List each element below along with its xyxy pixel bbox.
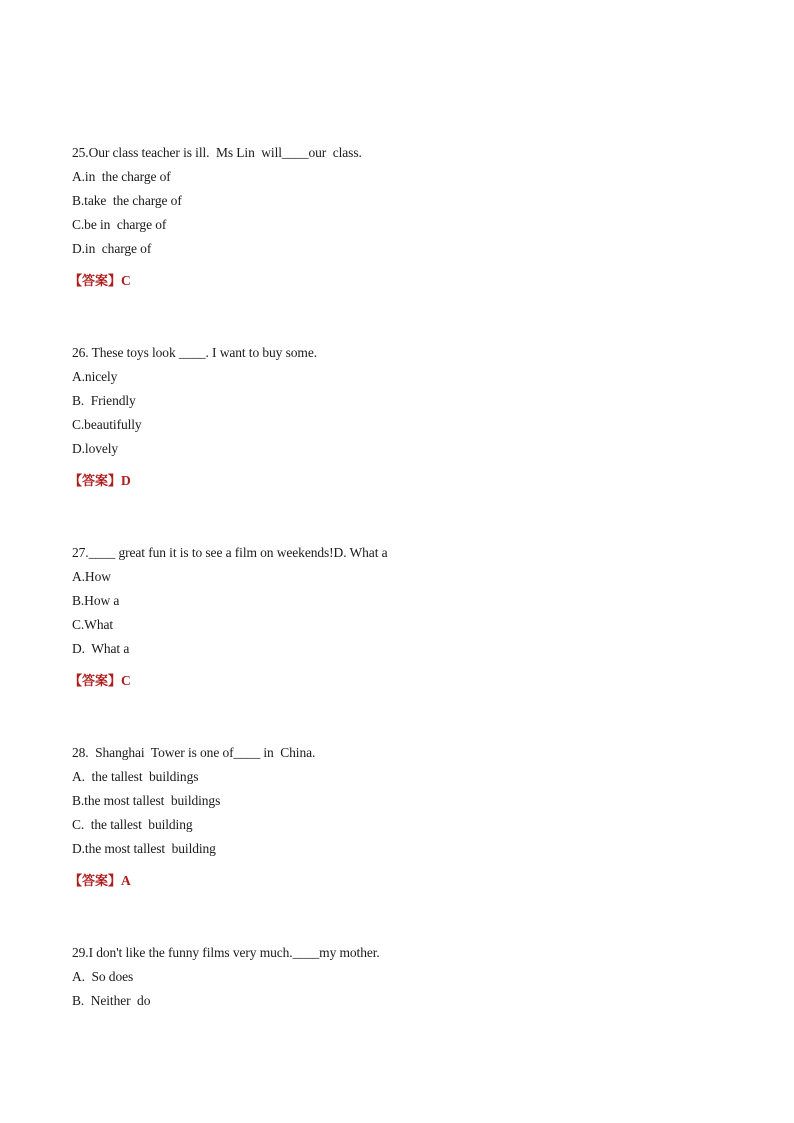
question-27 <box>69 544 732 691</box>
option-d: D.in charge of <box>72 241 152 256</box>
question-stem: 27.____ great fun it is to see a film on weekends!D. What a <box>72 545 388 560</box>
answer-line <box>69 472 732 491</box>
answer-label: 【答案】 <box>69 474 122 489</box>
option-b: B.How a <box>72 593 120 608</box>
option-b: B. Neither do <box>72 993 151 1008</box>
option-d: D.the most tallest building <box>72 841 216 856</box>
question-stem: 29.I don't like the funny films very much.____my mother. <box>72 945 380 960</box>
answer-line <box>69 672 732 691</box>
answer-label: 【答案】 <box>69 674 122 689</box>
answer-value: D <box>121 473 131 488</box>
question-26 <box>69 344 732 491</box>
option-a: A.nicely <box>72 369 118 384</box>
answer-value: A <box>121 873 131 888</box>
answer-value: C <box>121 273 131 288</box>
question-25 <box>69 144 732 291</box>
option-c: C.beautifully <box>72 417 142 432</box>
question-28 <box>69 744 732 891</box>
option-b: B.take the charge of <box>72 193 182 208</box>
answer-label: 【答案】 <box>69 874 122 889</box>
answer-line <box>69 872 732 891</box>
question-29 <box>72 944 732 1010</box>
option-c: C. the tallest building <box>72 817 193 832</box>
answer-line <box>69 272 732 291</box>
question-stem: 25.Our class teacher is ill. Ms Lin will____our class. <box>72 145 362 160</box>
option-c: C.be in charge of <box>72 217 167 232</box>
option-b: B. Friendly <box>72 393 136 408</box>
option-b: B.the most tallest buildings <box>72 793 221 808</box>
question-stem: 26. These toys look ____. I want to buy some. <box>72 345 317 360</box>
option-a: A. So does <box>72 969 134 984</box>
answer-value: C <box>121 673 131 688</box>
question-stem: 28. Shanghai Tower is one of____ in China. <box>72 745 316 760</box>
option-a: A. the tallest buildings <box>72 769 199 784</box>
option-a: A.How <box>72 569 111 584</box>
option-d: D.lovely <box>72 441 119 456</box>
option-c: C.What <box>72 617 114 632</box>
option-a: A.in the charge of <box>72 169 171 184</box>
answer-label: 【答案】 <box>69 274 122 289</box>
option-d: D. What a <box>72 641 130 656</box>
